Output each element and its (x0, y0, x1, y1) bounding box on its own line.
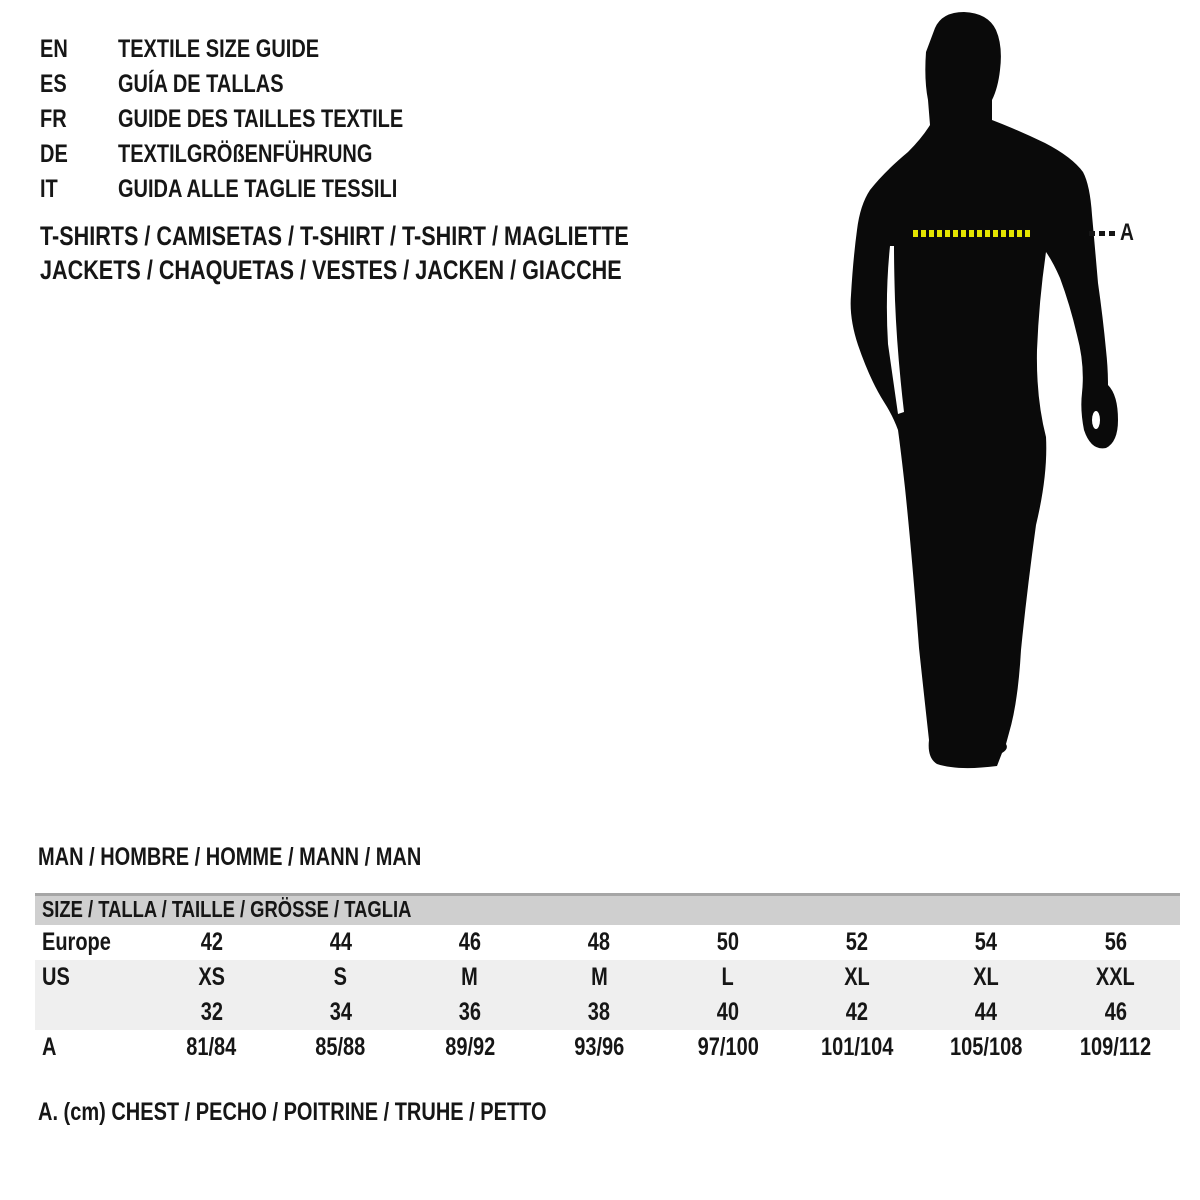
size-cell: XXL (1095, 963, 1135, 991)
language-row (40, 172, 475, 207)
language-row (40, 137, 475, 172)
language-label: GUIDE DES TAILLES TEXTILE (118, 105, 404, 133)
size-cell: 40 (716, 998, 740, 1026)
man-silhouette-icon (840, 0, 1140, 790)
language-label: GUIDA ALLE TAGLIE TESSILI (118, 175, 398, 203)
size-cell: 81/84 (186, 1033, 237, 1061)
size-cell: 52 (846, 928, 869, 956)
language-code: IT (40, 175, 58, 203)
measure-callout-dash (1089, 231, 1118, 236)
section-title-man: MAN / HOMBRE / HOMME / MANN / MAN (38, 843, 422, 871)
size-cell: L (721, 963, 735, 991)
row-label: Europe (42, 928, 111, 956)
size-cell: 46 (1104, 998, 1127, 1026)
size-cell: 101/104 (821, 1033, 894, 1061)
row-label: US (42, 963, 70, 991)
language-code: EN (40, 35, 68, 63)
category-line-tshirts: T-SHIRTS / CAMISETAS / T-SHIRT / T-SHIRT / MAGLIETTE (40, 221, 629, 251)
language-label: TEXTILGRÖßENFÜHRUNG (118, 140, 373, 168)
size-table-body (35, 925, 1180, 1065)
size-cell: 56 (1104, 928, 1127, 956)
category-line-jackets: JACKETS / CHAQUETAS / VESTES / JACKEN / GIACCHE (40, 255, 622, 285)
size-cell: 44 (975, 998, 998, 1026)
size-cell: 93/96 (573, 1033, 624, 1061)
chest-measure-dotted-line (913, 230, 1033, 237)
language-code: FR (40, 105, 67, 133)
size-cell: 42 (846, 998, 869, 1026)
size-cell: 89/92 (444, 1033, 495, 1061)
size-cell: 42 (200, 928, 223, 956)
language-code: ES (40, 70, 67, 98)
language-label: GUÍA DE TALLAS (118, 70, 284, 98)
size-cell: XL (973, 963, 1000, 991)
size-cell: 85/88 (315, 1033, 366, 1061)
footnote-chest: A. (cm) CHEST / PECHO / POITRINE / TRUHE / PETTO (38, 1098, 547, 1126)
row-label (35, 995, 147, 1030)
man-silhouette-figure (840, 0, 1140, 790)
language-code: DE (40, 140, 68, 168)
size-cell: 36 (458, 998, 481, 1026)
size-table (35, 893, 1180, 1065)
measure-label-a: A (1120, 219, 1134, 246)
size-cell: 54 (975, 928, 998, 956)
size-cell: XS (198, 963, 225, 991)
language-row (40, 67, 475, 102)
size-cell: 32 (200, 998, 223, 1026)
size-table-header: SIZE / TALLA / TAILLE / GRÖSSE / TAGLIA (35, 893, 1180, 925)
table-row (35, 1030, 1180, 1065)
size-cell: 44 (329, 928, 352, 956)
language-label: TEXTILE SIZE GUIDE (118, 35, 320, 63)
size-cell: 46 (458, 928, 481, 956)
size-cell: M (461, 963, 479, 991)
table-row (35, 995, 1180, 1030)
size-cell: S (334, 963, 348, 991)
size-cell: 34 (329, 998, 352, 1026)
size-cell: 105/108 (950, 1033, 1023, 1061)
language-row (40, 102, 475, 137)
size-cell: 50 (716, 928, 740, 956)
row-label: A (42, 1033, 57, 1061)
table-row (35, 925, 1180, 960)
size-cell: 48 (587, 928, 611, 956)
table-row (35, 960, 1180, 995)
category-lines (40, 219, 776, 287)
size-cell: 97/100 (697, 1033, 759, 1061)
size-cell: 38 (587, 998, 611, 1026)
language-list (40, 32, 475, 207)
size-cell: M (590, 963, 608, 991)
size-cell: 109/112 (1079, 1033, 1152, 1061)
size-cell: XL (844, 963, 870, 991)
language-row (40, 32, 475, 67)
